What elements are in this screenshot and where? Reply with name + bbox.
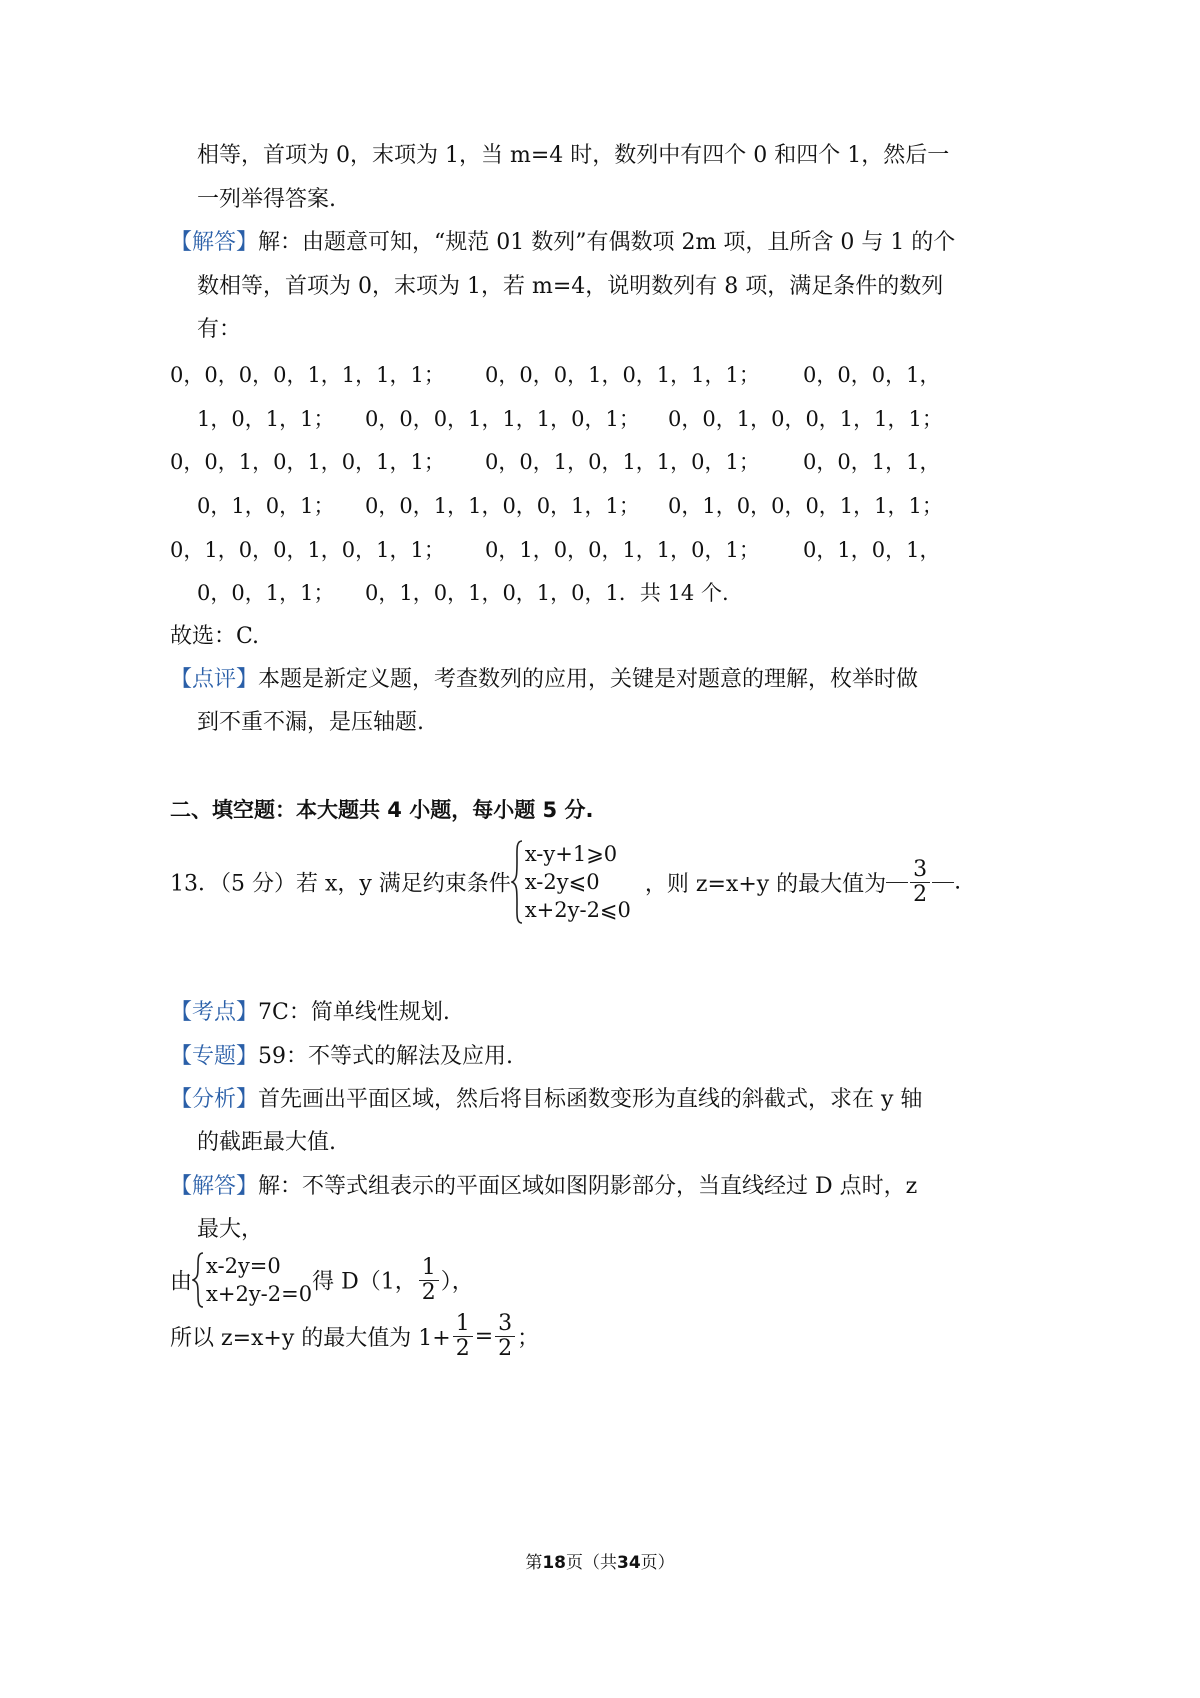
analysis-line-1: 相等，首项为 0，末项为 1，当 m=4 时，数列中有四个 0 和四个 1，然后一 <box>197 143 950 168</box>
brace-icon <box>511 840 523 924</box>
equation-2: x+2y-2=0 <box>206 1282 313 1306</box>
sequence-item: 1，0，1，1； <box>197 407 335 431</box>
sequence-item: 0，1，0，1，0，1，0，1．共 14 个. <box>365 581 729 605</box>
answer-blank-right <box>932 882 954 883</box>
question-13-prefix: 13．（5 分）若 x，y 满足约束条件 <box>170 871 511 897</box>
fenxi-tag: 【分析】 <box>170 1087 259 1112</box>
question-13: 13．（5 分）若 x，y 满足约束条件 x-y+1⩾0 x-2y⩽0 x+2y-2⩽0 ，则 z=x+y 的最大值为 $\frac{3}{2}$ . <box>170 842 962 922</box>
sequence-item: 0，1，0，1， <box>803 538 941 562</box>
comment-line-2: 到不重不漏，是压轴题. <box>197 710 424 735</box>
sequence-item: 0，1，0，1； <box>197 494 335 518</box>
jieda-line-1: 【解答】解：不等式组表示的平面区域如图阴影部分，当直线经过 D 点时，z <box>170 1174 918 1199</box>
sequence-item: 0，0，0，1，0，1，1，1； <box>485 363 760 387</box>
equation-system <box>192 1252 312 1308</box>
fenxi-line-1: 【分析】首先画出平面区域，然后将目标函数变形为直线的斜截式，求在 y 轴 <box>170 1087 923 1112</box>
answer-fraction: $\frac{3}{2}$ <box>910 858 930 907</box>
jieda-line-2: 最大， <box>197 1217 264 1242</box>
fenxi-line-2: 的截距最大值. <box>197 1130 336 1155</box>
sequence-item: 0，1，0，0，1，1，0，1； <box>485 538 760 562</box>
constraint-system <box>511 840 631 924</box>
total-pages: 34 <box>617 1553 641 1573</box>
page-footer: 第18页（共34页） <box>525 1553 675 1573</box>
brace-icon <box>192 1252 204 1308</box>
constraint-3: x+2y-2⩽0 <box>524 898 631 922</box>
solution-line-3: 有： <box>197 317 242 342</box>
constraint-1: x-y+1⩾0 <box>524 842 618 866</box>
sequence-item: 0，0，0，1，1，1，0，1； <box>365 407 640 431</box>
constraint-2: x-2y⩽0 <box>524 870 600 894</box>
question-13-middle: ，则 z=x+y 的最大值为 <box>644 871 887 897</box>
answer-blank-left <box>886 882 908 883</box>
sequence-item: 0，0，1，1，0，0，1，1； <box>365 494 640 518</box>
zhuanti-tag: 【专题】 <box>170 1044 259 1069</box>
sequence-item: 0，0，1，0，1，0，1，1； <box>170 450 445 474</box>
kaodian-line: 【考点】7C：简单线性规划. <box>170 1000 450 1025</box>
derive-line: 由 x-2y=0 x+2y-2=0 得 D（1， $\frac{1}{2}$ ）， <box>170 1254 474 1306</box>
sequence-item: 0，0，0，1， <box>803 363 941 387</box>
solution-tag: 【解答】 <box>170 230 259 255</box>
sequence-item: 0，0，1，1， <box>803 450 941 474</box>
comment-tag: 【点评】 <box>170 667 259 692</box>
sequence-item: 0，0，1，1； <box>197 581 335 605</box>
fraction-one-half: $\frac{1}{2}$ <box>453 1312 473 1361</box>
section-title: 二、填空题：本大题共 4 小题，每小题 5 分. <box>170 798 594 822</box>
jieda-tag: 【解答】 <box>170 1174 259 1199</box>
solution-line-1: 【解答】解：由题意可知，“规范 01 数列”有偶数项 2m 项，且所含 0 与 1 的个 <box>170 230 956 255</box>
zhuanti-line: 【专题】59：不等式的解法及应用. <box>170 1044 514 1069</box>
page-number: 18 <box>542 1553 566 1573</box>
sequence-item: 0，0，1，0，1，1，0，1； <box>485 450 760 474</box>
fraction-three-halves: $\frac{3}{2}$ <box>495 1312 515 1361</box>
sequence-item: 0，0，0，0，1，1，1，1； <box>170 363 445 387</box>
solution-line-2: 数相等，首项为 0，末项为 1，若 m=4，说明数列有 8 项，满足条件的数列 <box>197 274 944 299</box>
sequence-item: 0，1，0，0，1，0，1，1； <box>170 538 445 562</box>
choice-line: 故选：C. <box>170 624 260 649</box>
point-d-fraction: $\frac{1}{2}$ <box>419 1256 439 1305</box>
sequence-item: 0，1，0，0，0，1，1，1； <box>668 494 943 518</box>
analysis-line-2: 一列举得答案. <box>197 187 336 212</box>
equation-1: x-2y=0 <box>206 1254 281 1278</box>
sequence-item: 0，0，1，0，0，1，1，1； <box>668 407 943 431</box>
comment-line-1: 【点评】本题是新定义题，考查数列的应用，关键是对题意的理解，枚举时做 <box>170 667 919 692</box>
conclusion-line: 所以 z=x+y 的最大值为 1+ $\frac{1}{2}$ = $\frac{3}{2}$ ； <box>170 1311 540 1361</box>
kaodian-tag: 【考点】 <box>170 1000 259 1025</box>
